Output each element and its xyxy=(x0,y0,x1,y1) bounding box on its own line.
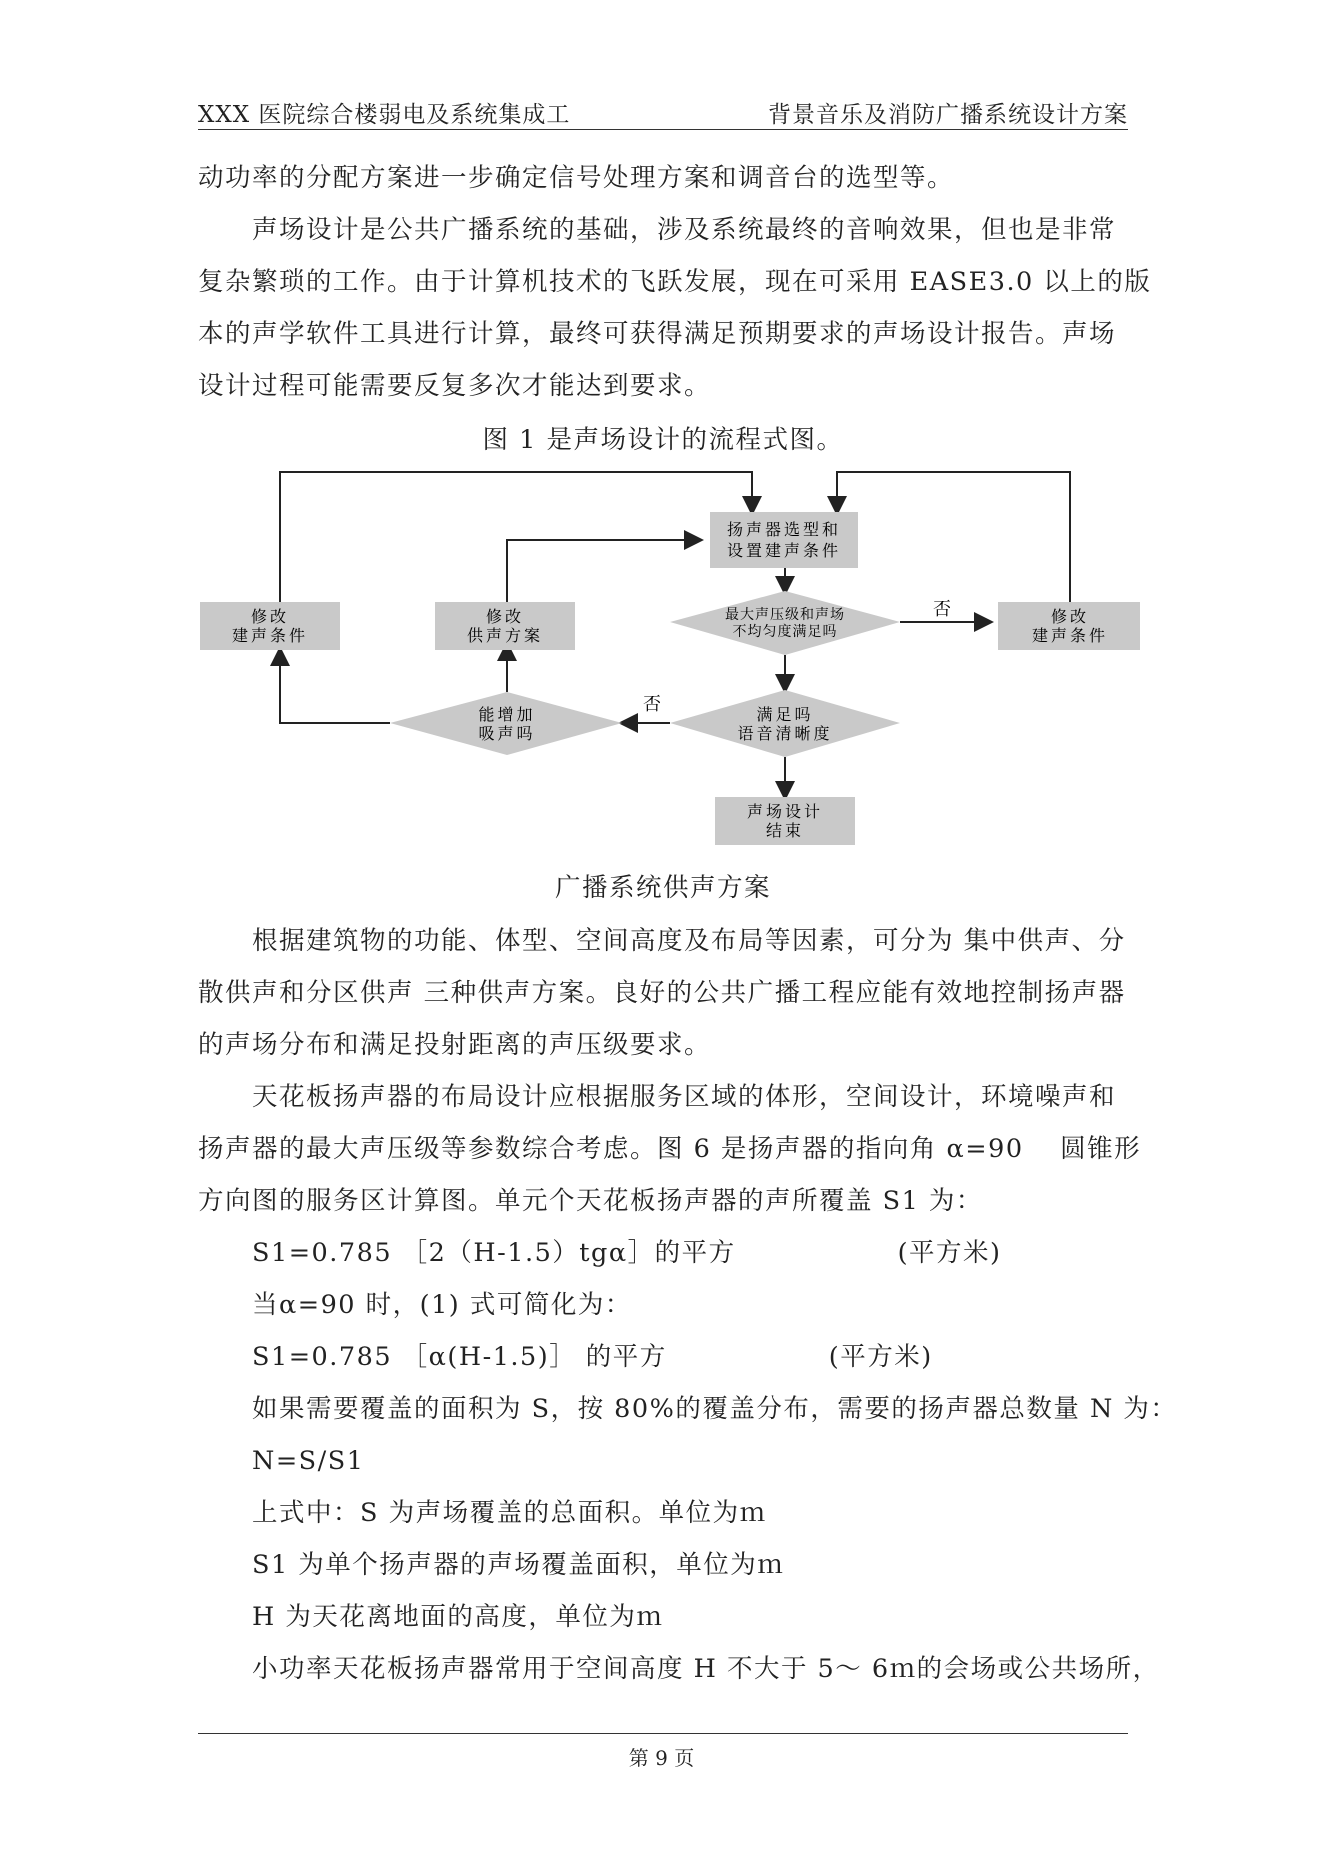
label-no-2: 否 xyxy=(643,694,661,715)
box-modify-right xyxy=(998,602,1140,650)
diamond-speech-clarity xyxy=(670,690,900,757)
box-modify-left-line1: 修改 xyxy=(250,607,290,626)
paragraph-line: 如果需要覆盖的面积为 S，按 80%的覆盖分布，需要的扬声器总数量 N 为： xyxy=(198,1394,1178,1424)
diamond-spl-uniformity xyxy=(670,591,900,655)
paragraph-line: 的声场分布和满足投射距离的声压级要求。 xyxy=(198,1030,712,1060)
sound-field-flowchart xyxy=(190,455,1150,855)
box-modify-left xyxy=(200,602,340,650)
diamond-spl-line2: 不均匀度满足吗 xyxy=(732,624,838,640)
box-modify-supply-line2: 供声方案 xyxy=(466,626,544,645)
box-modify-supply-line1: 修改 xyxy=(485,607,525,626)
paragraph-line: 本的声学软件工具进行计算，最终可获得满足预期要求的声场设计报告。声场 xyxy=(198,319,1117,349)
box-modify-right-line2: 建声条件 xyxy=(1031,626,1109,645)
paragraph-line: S1 为单个扬声器的声场覆盖面积，单位为ｍ xyxy=(198,1550,785,1580)
paragraph-line: 声场设计是公共广播系统的基础，涉及系统最终的音响效果，但也是非常 xyxy=(198,215,1117,245)
page-number: 第 9 页 xyxy=(628,1746,695,1770)
formula-line: S1=0.785 ［2（H-1.5）tgα］的平方 (平方米) xyxy=(198,1238,1002,1268)
paragraph-line: 复杂繁琐的工作。由于计算机技术的飞跃发展，现在可采用 EASE3.0 以上的版 xyxy=(198,267,1152,297)
section-title: 广播系统供声方案 xyxy=(554,873,771,903)
paragraph-line: 设计过程可能需要反复多次才能达到要求。 xyxy=(198,371,712,401)
box-select-line1: 扬声器选型和 xyxy=(726,520,842,539)
paragraph-line: 扬声器的最大声压级等参数综合考虑。图 6 是扬声器的指向角 α=90 圆锥形 xyxy=(198,1134,1142,1164)
box-select-speaker xyxy=(710,512,858,568)
box-end xyxy=(715,797,855,845)
paragraph-line: H 为天花离地面的高度，单位为ｍ xyxy=(198,1602,664,1632)
paragraph-line: 方向图的服务区计算图。单元个天花板扬声器的声所覆盖 S1 为： xyxy=(198,1186,983,1216)
diamond-clarity-line1: 满足吗 xyxy=(756,705,814,724)
paragraph-line: 天花板扬声器的布局设计应根据服务区域的体形，空间设计，环境噪声和 xyxy=(198,1082,1117,1112)
box-select-line2: 设置建声条件 xyxy=(726,541,842,560)
diamond-absorb-line1: 能增加 xyxy=(478,705,536,724)
box-modify-right-line1: 修改 xyxy=(1050,607,1090,626)
header-left-title: XXX 医院综合楼弱电及系统集成工 xyxy=(198,102,571,128)
box-modify-supply xyxy=(435,602,575,650)
paragraph-line: 当α=90 时，(1) 式可简化为： xyxy=(198,1290,632,1320)
page-header xyxy=(198,93,1128,130)
label-no-1: 否 xyxy=(933,599,951,620)
formula-line: N=S/S1 xyxy=(198,1446,365,1476)
diamond-spl-line1: 最大声压级和声场 xyxy=(725,607,845,623)
figure-intro: 图 1 是声场设计的流程式图。 xyxy=(482,425,844,455)
header-right-title: 背景音乐及消防广播系统设计方案 xyxy=(768,102,1128,128)
formula-line: S1=0.785 ［α(H-1.5)］ 的平方 (平方米) xyxy=(198,1342,933,1372)
diamond-absorb xyxy=(390,692,622,755)
paragraph-line: 小功率天花板扬声器常用于空间高度 H 不大于 5～ 6ｍ的会场或公共场所， xyxy=(198,1654,1160,1684)
paragraph-line: 上式中：S 为声场覆盖的总面积。单位为ｍ xyxy=(198,1498,767,1528)
box-end-line2: 结束 xyxy=(765,821,805,840)
footer-divider xyxy=(198,1733,1128,1734)
diamond-absorb-line2: 吸声吗 xyxy=(478,724,536,743)
paragraph-line: 散供声和分区供声 三种供声方案。良好的公共广播工程应能有效地控制扬声器 xyxy=(198,978,1126,1008)
paragraph-line: 根据建筑物的功能、体型、空间高度及布局等因素，可分为 集中供声、分 xyxy=(198,926,1126,956)
flowchart-connectors xyxy=(280,472,1070,797)
box-modify-left-line2: 建声条件 xyxy=(231,626,309,645)
paragraph-line: 动功率的分配方案进一步确定信号处理方案和调音台的选型等。 xyxy=(198,163,955,193)
box-end-line1: 声场设计 xyxy=(746,802,824,821)
diamond-clarity-line2: 语音清晰度 xyxy=(737,724,833,743)
